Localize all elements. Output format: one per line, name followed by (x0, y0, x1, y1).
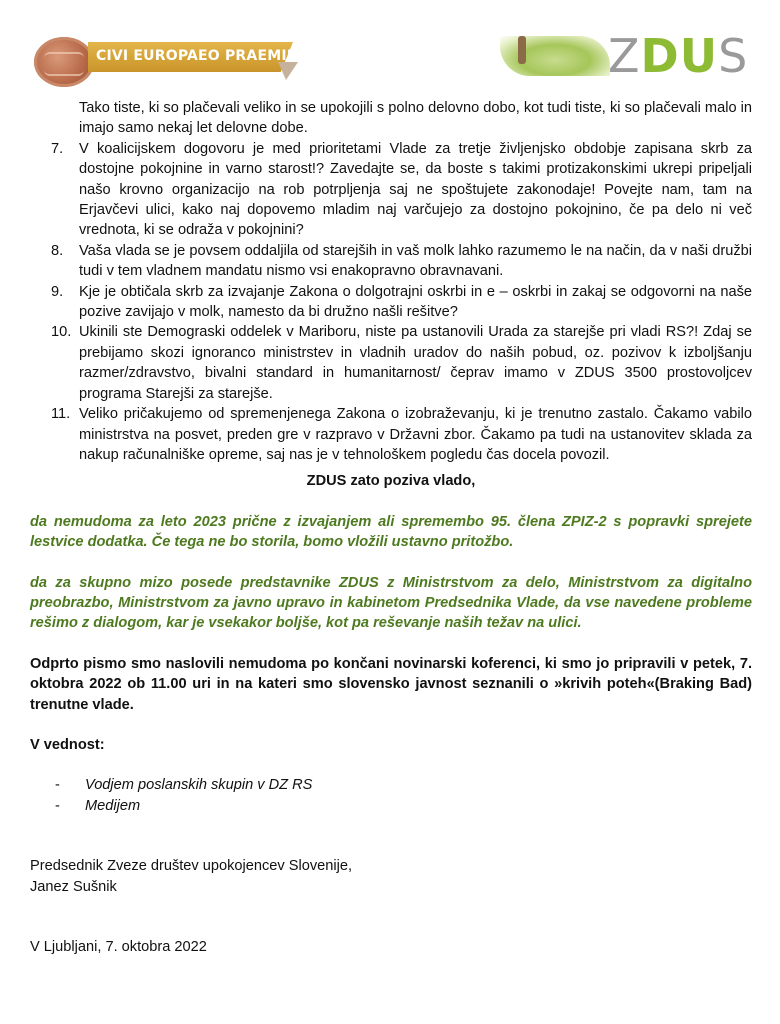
signature-title: Predsednik Zveze društev upokojencev Slovenije, (30, 858, 353, 875)
intro-continuation: Tako tiste, ki so plačevali veliko in se upokojili s polno delovno dobo, kot tudi tiste, ki so plačevali malo in imajo samo nekaj let delovne dobe. (79, 100, 752, 137)
tree-leaf-icon (500, 36, 610, 76)
list-item: 9. Kje je obtičala skrb za izvajanje Zakona o dolgotrajni oskrbi in e – oskrbi in zakaj se odgovorni na naše pozive zavijajo v molk, namesto da bi družno našli rešitve? (51, 283, 752, 321)
list-item: 8. Vaša vlada se je povsem oddaljila od starejših in vaš molk lahko razumemo le na način, da v naši družbi tudi v tem vladnem mandatu nismo vsi enakopravno obravnavani. (51, 242, 752, 280)
medal-icon (34, 37, 94, 87)
demand-1: da nemudoma za leto 2023 prične z izvajanjem ali spremembo 95. člena ZPIZ-2 s popravki sprejete lestvice dodatka. Če tega ne bo storila, bomo vložili ustavno pritožbo. (30, 513, 752, 551)
closing-paragraph: Odprto pismo smo naslovili nemudoma po končani novinarski koferenci, ki smo jo pripravili v petek, 7. oktobra 2022 ob 11.00 uri in na kateri smo slovensko javnost seznanili o »krivih poteh«(Braking Bad) trenutne vlade. (30, 655, 752, 713)
civi-europaeo-praemium-logo (32, 36, 313, 88)
cc-heading: V vednost: (30, 736, 105, 753)
logo-banner-text: CIVI EUROPAEO PRAEMIUM (96, 48, 313, 64)
zdus-wordmark: ZDUS (608, 29, 749, 83)
zdus-logo (500, 29, 749, 85)
demand-2: da za skupno mizo posede predstavnike ZDUS z Ministrstvom za delo, Ministrstvom za digitalno preobrazbo, Ministrstvom za javno upravo in kabinetom Predsednika Vlade, da vse navedene probleme rešimo z dialogom, kar je vsekakor boljše, kot pa reševanje naših težav na ulici. (30, 574, 752, 632)
cc-list-item: - Vodjem poslanskih skupin v DZ RS (55, 777, 313, 794)
list-item: 10. Ukinili ste Demograski oddelek v Mariboru, niste pa ustanovili Urada za starejše pri vladi RS?! Zdaj se prebijamo skozi ignoranco ministrstev in vladnih uradov do naših pobud, oz. pozivov k izboljšanju razmer/zdravstvo, bivalni standard in humanitarnost/ čeprav imamo v ZDUS 3500 prostovoljcev programa Starejši za starejše. (51, 324, 752, 402)
list-item: 11. Veliko pričakujemo od spremenjenega Zakona o izobraževanju, ki je trenutno zastalo. Čakamo vabilo ministrstva na posvet, preden gre v razpravo v Državni zbor. Čakamo pa tudi na ustanovitev sklada za nakup računalniške opreme, saj nas je v tehnološkem pogledu čas docela povozil. (51, 406, 752, 463)
cc-list-item: - Medijem (55, 797, 141, 814)
signature-name: Janez Sušnik (30, 878, 117, 895)
letter-body (30, 98, 752, 957)
list-item: 7. V koalicijskem dogovoru je med prioritetami Vlade za tretje življenjsko obdobje zapisana skrb za dostojne pokojnine in varno starost!? Zavedajte se, da boste s takimi protizakonskimi ukrepi pripeljali našo krovno organizacijo na rob potrpljenja saj ne spoštujete zakonodaje! Povejte nam, tam na Erjavčevi ulici, kako naj dopovemo mladim naj varčujejo za dostojno pokojnino, če pa delo ni več vrednota, ki se odraža v pokojnini? (51, 140, 752, 239)
call-heading: ZDUS zato poziva vlado, (306, 473, 476, 490)
place-date: V Ljubljani, 7. oktobra 2022 (30, 939, 207, 955)
letterhead (0, 0, 780, 95)
